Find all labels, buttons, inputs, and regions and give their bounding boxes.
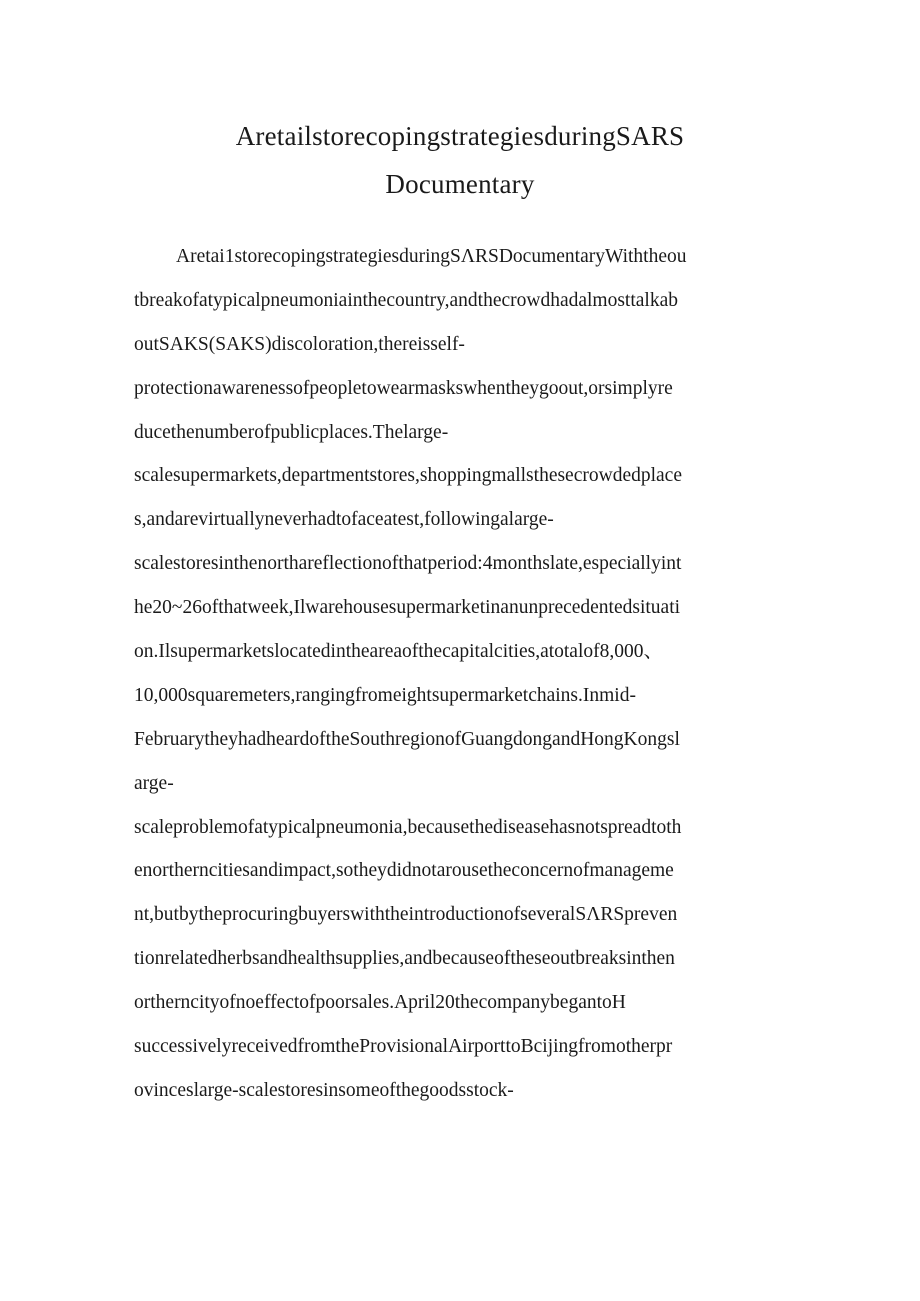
title-line-2: Documentary <box>385 169 535 199</box>
body-line: tbreakofatypicalpneumoniainthecountry,andthecrowdhadalmosttalkab <box>134 289 679 311</box>
body-line: ovinceslarge-scalestoresinsomeofthegoodsstock- <box>134 1079 514 1101</box>
body-line: outSAKS(SAKS)discoloration,thereisself- <box>134 333 465 355</box>
body-line: scalestoresinthenorthareflectionofthatperiod:4monthslate,especiallyint <box>134 553 682 575</box>
body-line: enortherncitiesandimpact,sotheydidnotarousetheconcernofmanageme <box>134 860 674 882</box>
body-line: on.Ilsupermarketslocatedintheareaofthecapitalcities,atotalof8,000、 <box>134 641 663 663</box>
body-line: s,andarevirtuallyneverhadtofaceatest,followingalarge- <box>134 509 554 531</box>
body-line: ortherncityofnoeffectofpoorsales.April20thecompanybegantoH <box>134 992 626 1014</box>
body-line: arge- <box>134 772 174 794</box>
body-line: tionrelatedherbsandhealthsupplies,andbecauseoftheseoutbreaksinthen <box>134 948 675 970</box>
document-title <box>134 112 786 208</box>
document-body <box>134 235 786 1113</box>
body-line: successivelyreceivedfromtheProvisionalAirporttoBcijingfromotherpr <box>134 1036 673 1058</box>
body-line: nt,butbytheprocuringbuyerswiththeintroductionofseveralSΛRSpreven <box>134 904 678 926</box>
body-line: Aretai1storecopingstrategiesduringSΛRSDocumentaryWiththeou <box>176 246 687 267</box>
body-line: FebruarytheyhadheardoftheSouthregionofGuangdongandHongKongsl <box>134 728 680 750</box>
body-line: protectionawarenessofpeopletowearmaskswhentheygoout,orsimplyre <box>134 377 673 399</box>
body-line: 10,000squaremeters,rangingfromeightsupermarketchains.Inmid- <box>134 684 636 706</box>
body-line: scalesupermarkets,departmentstores,shoppingmallsthesecrowdedplace <box>134 465 682 487</box>
body-line: scaleproblemofatypicalpneumonia,becausethediseasehasnotspreadtoth <box>134 816 682 838</box>
body-line: he20~26ofthatweek,Ilwarehousesupermarketinanunprecedentedsituati <box>134 597 681 619</box>
title-line-1: AretailstorecopingstrategiesduringSARS <box>235 121 685 151</box>
body-line: ducethenumberofpublicplaces.Thelarge- <box>134 421 449 443</box>
